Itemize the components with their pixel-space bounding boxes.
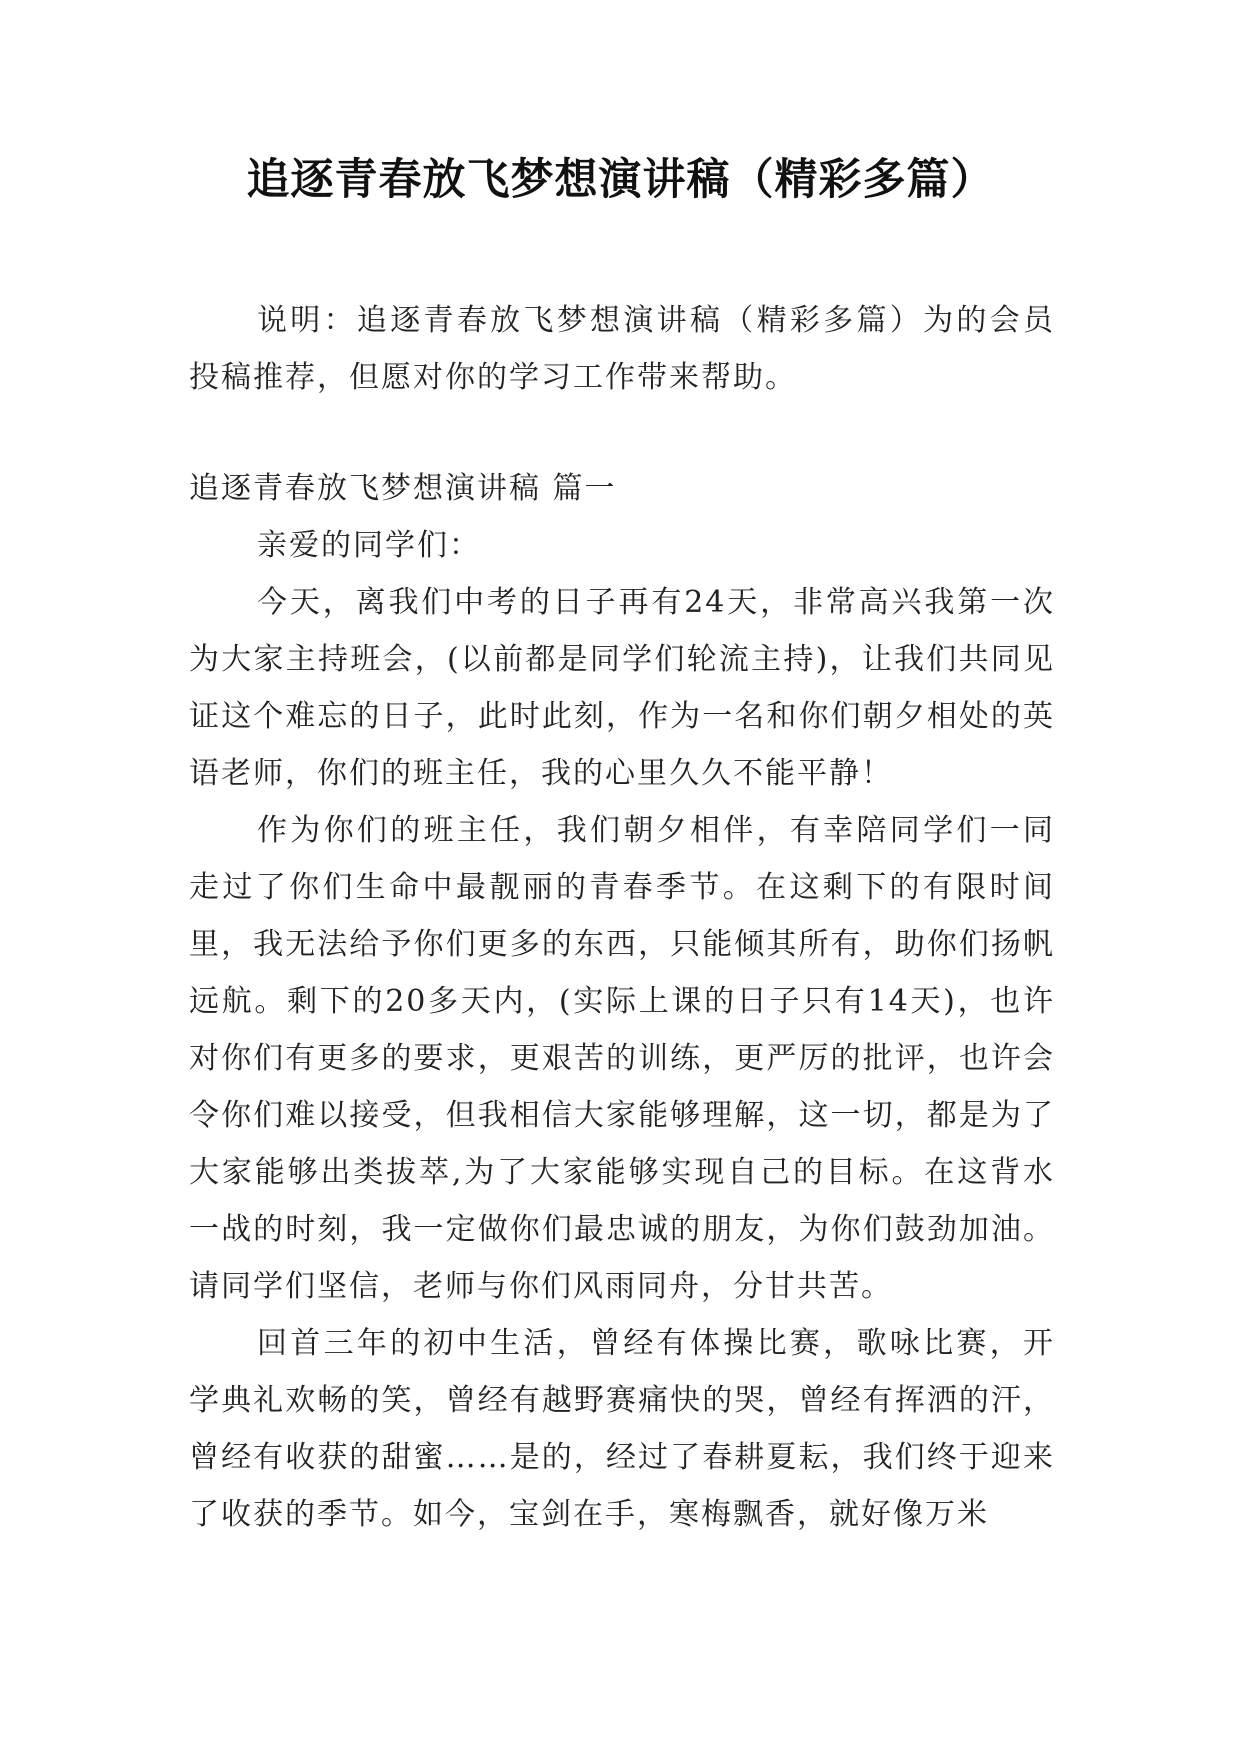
body-paragraph: 今天，离我们中考的日子再有24天，非常高兴我第一次为大家主持班会，(以前都是同学们轮流主持)，让我们共同见证这个难忘的日子，此时此刻，作为一名和你们朝夕相处的英语老师，你们的班主任，我的心里久久不能平静！	[189, 585, 1055, 791]
body-paragraph: 回首三年的初中生活，曾经有体操比赛，歌咏比赛，开学典礼欢畅的笑，曾经有越野赛痛快的哭，曾经有挥洒的汗，曾经有收获的甜蜜……是的，经过了春耕夏耘，我们终于迎来了收获的季节。如今，宝剑在手，寒梅飘香，就好像万米	[189, 1326, 1055, 1532]
intro-paragraph: 说明：追逐青春放飞梦想演讲稿（精彩多篇）为的会员投稿推荐，但愿对你的学习工作带来帮助。	[189, 303, 1055, 395]
salutation: 亲爱的同学们：	[257, 528, 481, 563]
document-title: 追逐青春放飞梦想演讲稿（精彩多篇）	[246, 155, 995, 205]
body-paragraph: 作为你们的班主任，我们朝夕相伴，有幸陪同学们一同走过了你们生命中最靓丽的青春季节。在这剩下的有限时间里，我无法给予你们更多的东西，只能倾其所有，助你们扬帆远航。剩下的20多天内，(实际上课的日子只有14天)，也许对你们有更多的要求，更艰苦的训练，更严厉的批评，也许会令你们难以接受，但我相信大家能够理解，这一切，都是为了大家能够出类拔萃,为了大家能够实现自己的目标。在这背水一战的时刻，我一定做你们最忠诚的朋友，为你们鼓劲加油。请同学们坚信，老师与你们风雨同舟，分甘共苦。	[189, 813, 1055, 1304]
section-heading: 追逐青春放飞梦想演讲稿 篇一	[189, 471, 617, 506]
document-body	[189, 292, 1055, 1543]
